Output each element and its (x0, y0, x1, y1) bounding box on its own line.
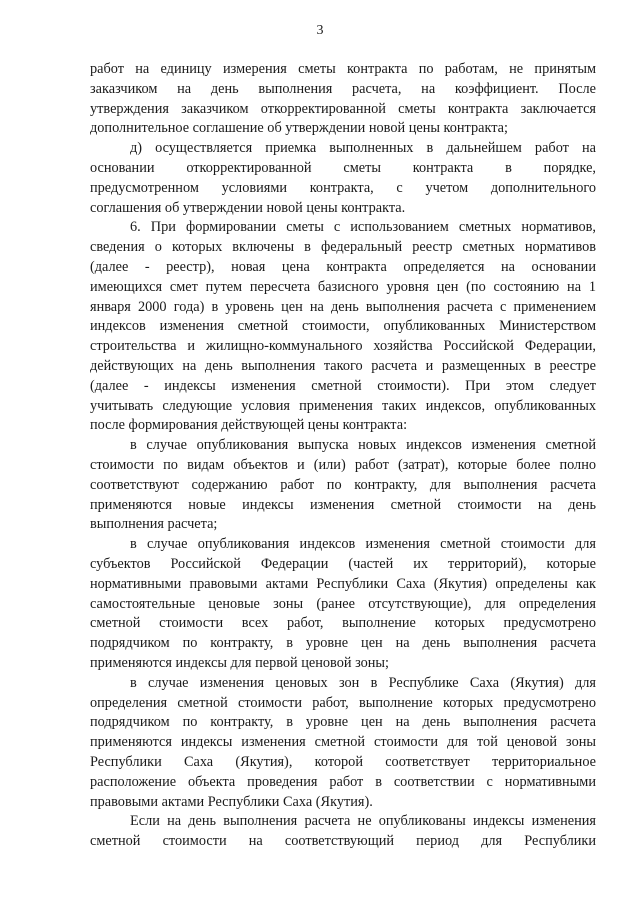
text-line: 6. При формировании сметы с использованием сметных нормативов, (130, 219, 596, 236)
text-line: соответствуют содержанию работ по контракту, для выполнения расчета (90, 476, 596, 493)
text-line: основании откорректированной сметы контракта в порядке, (90, 160, 596, 176)
text-line: применяются новые индексы изменения сметной стоимости на день (90, 496, 596, 513)
text-line: января 2000 года) в уровень цен на день выполнения расчета с применением (90, 298, 596, 315)
text-line: в случае опубликования индексов изменения сметной стоимости для (130, 536, 596, 553)
text-line: д) осуществляется приемка выполненных в дальнейшем работ на (130, 140, 596, 157)
text-line: сметной стоимости всех работ, выполнение которых предусмотрено (90, 615, 596, 632)
text-line: предусмотренном условиями контракта, с учетом дополнительного (90, 179, 596, 196)
text-line: расположение объекта проведения работ в соответствии с нормативными (90, 773, 596, 790)
text-line: сметной стоимости на соответствующий период для Республики (90, 833, 596, 850)
text-line: строительства и жилищно-коммунального хозяйства Российской Федерации, (90, 338, 596, 355)
text-line: дополнительное соглашение об утверждении новой цены контракта; (90, 120, 508, 137)
text-line: заказчиком на день выполнения расчета, на коэффициент. После (90, 80, 596, 97)
text-line: правовыми актами Республики Саха (Якутия). (90, 793, 373, 810)
text-line: в случае изменения ценовых зон в Республике Саха (Якутия) для (130, 674, 596, 691)
text-line: учитывать следующие условия применения таких индексов, опубликованных (90, 397, 596, 414)
page-number: 3 (316, 23, 324, 38)
text-line: в случае опубликования выпуска новых индексов изменения сметной (130, 437, 596, 454)
text-line: применяются индексы изменения сметной стоимости для той ценовой зоны (90, 734, 596, 751)
text-line: самостоятельные ценовые зоны (ранее отсутствующие), для определения (90, 595, 596, 612)
text-line: Если на день выполнения расчета не опубликованы индексы изменения (130, 813, 596, 830)
text-line: соглашения об утверждении новой цены контракта. (90, 199, 406, 216)
text-line: после формирования действующей цены контракта: (90, 417, 408, 434)
text-line: определения сметной стоимости работ, выполнение которых предусмотрено (90, 694, 596, 711)
text-line: работ на единицу измерения сметы контракта по работам, не принятым (90, 61, 596, 77)
text-line: (далее - реестр), новая цена контракта определяется на основании (90, 259, 596, 275)
text-line: применяются индексы для первой ценовой зоны; (90, 655, 390, 671)
text-line: нормативными правовыми актами Республики Саха (Якутия) определены как (90, 575, 596, 592)
text-line: сведения о которых включены в федеральный реестр сметных нормативов (90, 239, 596, 256)
text-line: Республики Саха (Якутия), которой соответствует территориальное (90, 754, 596, 770)
text-line: действующих на день выполнения такого расчета и размещенных в реестре (90, 358, 596, 374)
text-line: индексов изменения сметной стоимости, опубликованных Министерством (90, 318, 596, 335)
text-line: (далее - индексы изменения сметной стоимости). При этом следует (90, 377, 596, 394)
text-line: имеющихся смет путем пересчета базисного уровня цен (по состоянию на 1 (90, 278, 596, 295)
text-line: стоимости по видам объектов и (или) работ (затрат), которые более полно (90, 457, 596, 473)
text-line: выполнения расчета; (90, 516, 218, 533)
text-line: утверждения заказчиком откорректированной сметы контракта заключается (90, 100, 596, 117)
text-line: подрядчиком по контракту, в уровне цен на день выполнения расчета (90, 635, 596, 652)
text-line: подрядчиком по контракту, в уровне цен на день выполнения расчета (90, 714, 596, 731)
text-line: субъектов Российской Федерации (частей их территорий), которые (90, 556, 596, 572)
